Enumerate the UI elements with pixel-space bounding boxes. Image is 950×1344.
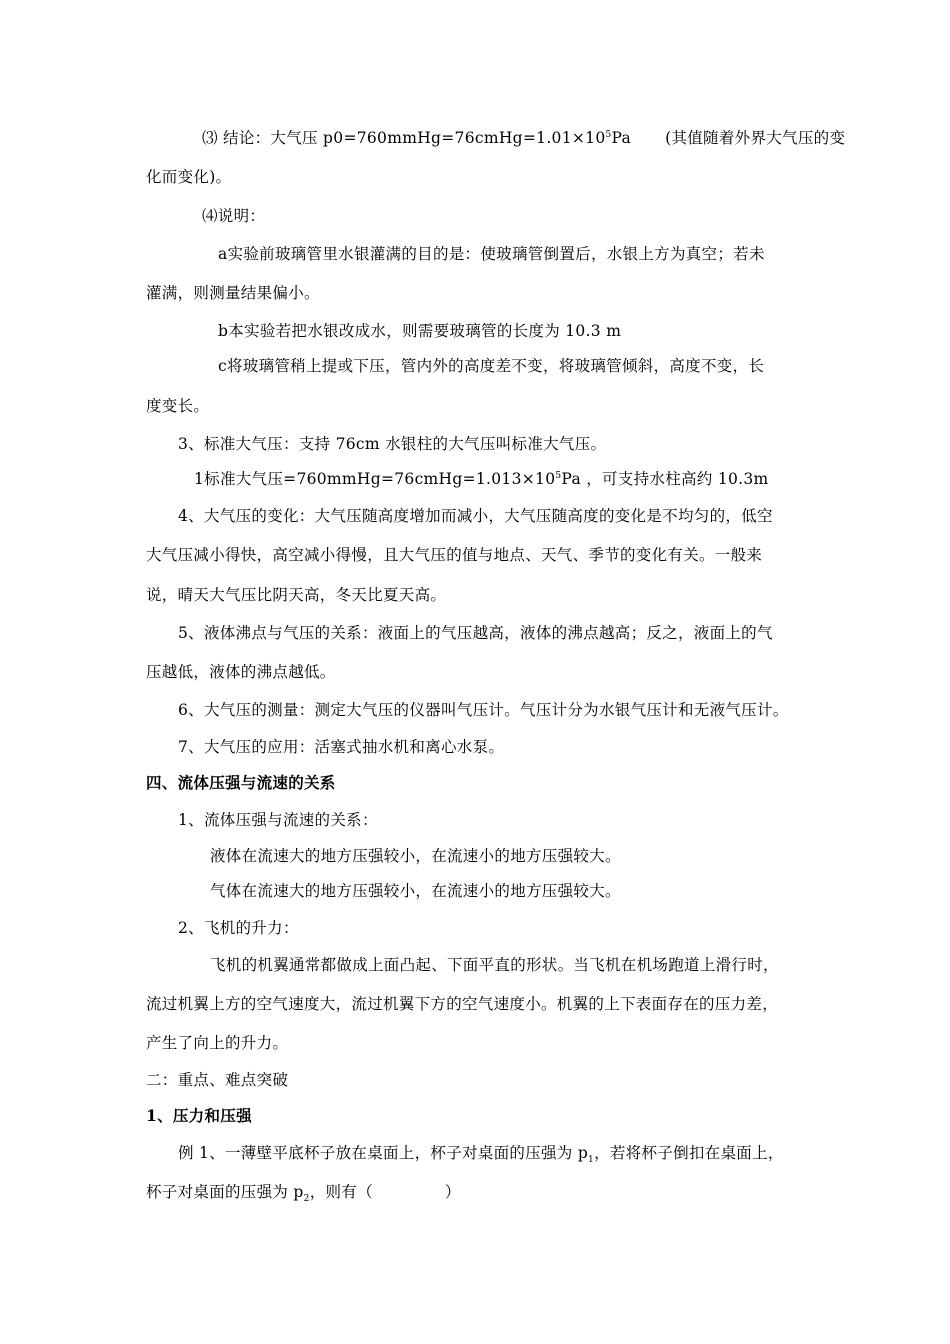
text: ）: [444, 1183, 461, 1201]
paragraph-line: 大气压减小得快，高空减小得慢，且大气压的值与地点、天气、季节的变化有关。一般来: [146, 546, 763, 564]
paragraph-line: 6、大气压的测量：测定大气压的仪器叫气压计。气压计分为水银气压计和无液气压计。: [178, 701, 789, 719]
paragraph-line: 灌满，则测量结果偏小。: [146, 284, 320, 302]
subscript: 2: [303, 1194, 310, 1205]
text: ，若将杯子倒扣在桌面上，: [594, 1144, 784, 1162]
paragraph-line: 流过机翼上方的空气速度大，流过机翼下方的空气速度小。机翼的上下表面存在的压力差，: [146, 995, 779, 1013]
section-heading: 四、流体压强与流速的关系: [146, 773, 336, 792]
paragraph-line: 7、大气压的应用：活塞式抽水机和离心水泵。: [178, 738, 505, 756]
example-line: [178, 1143, 784, 1166]
text: 1标准大气压=760mmHg=76cmHg=1.013×10: [194, 470, 556, 488]
paragraph-line: b本实验若把水银改成水，则需要玻璃管的长度为 10.3 m: [218, 322, 622, 340]
paragraph-line: 1、流体压强与流速的关系：: [178, 811, 378, 829]
paragraph-line: 气体在流速大的地方压强较小，在流速小的地方压强较大。: [210, 882, 621, 900]
paragraph-line: 2、飞机的升力：: [178, 919, 299, 937]
paragraph-line: 5、液体沸点与气压的关系：液面上的气压越高，液体的沸点越高；反之，液面上的气: [178, 624, 773, 642]
superscript: 5: [605, 129, 612, 140]
paragraph-line: 压越低，液体的沸点越低。: [146, 663, 336, 681]
section-heading: 二：重点、难点突破: [146, 1071, 289, 1089]
text: Pa: [611, 129, 632, 147]
standard-pressure-line: [194, 469, 769, 489]
text: ，则有（: [309, 1183, 373, 1201]
paragraph-line: 4、大气压的变化：大气压随高度增加而减小，大气压随高度的变化是不均匀的，低空: [178, 507, 773, 525]
note-heading: ⑷说明：: [202, 207, 266, 225]
text: Pa ，可支持水柱高约 10.3m: [561, 470, 769, 488]
paragraph-line: 3、标准大气压：支持 76cm 水银柱的大气压叫标准大气压。: [178, 435, 607, 453]
text: ⑶ 结论：大气压 p0=760mmHg=76cmHg=1.01×10: [202, 129, 606, 147]
superscript: 5: [555, 470, 562, 481]
text: (其值随着外界大气压的变: [665, 129, 846, 147]
paragraph-line: 液体在流速大的地方压强较小，在流速小的地方压强较大。: [210, 847, 621, 865]
conclusion-line: [202, 128, 845, 148]
paragraph-line: 说，晴天大气压比阴天高，冬天比夏天高。: [146, 586, 447, 604]
paragraph-line: a实验前玻璃管里水银灌满的目的是：使玻璃管倒置后，水银上方为真空；若未: [218, 245, 765, 263]
paragraph-line: 度变长。: [146, 397, 210, 415]
text: 杯子对桌面的压强为 p: [146, 1183, 304, 1201]
paragraph-line: 产生了向上的升力。: [146, 1034, 289, 1052]
example-line: [146, 1182, 461, 1205]
subscript: 1: [588, 1155, 595, 1166]
text: 例 1、一薄壁平底杯子放在桌面上，杯子对桌面的压强为 p: [178, 1144, 589, 1162]
subsection-heading: 1、压力和压强: [146, 1106, 252, 1125]
paragraph-line: c将玻璃管稍上提或下压，管内外的高度差不变，将玻璃管倾斜，高度不变，长: [218, 357, 765, 375]
paragraph-line: 化而变化)。: [146, 168, 232, 186]
paragraph-line: 飞机的机翼通常都做成上面凸起、下面平直的形状。当飞机在机场跑道上滑行时，: [210, 956, 779, 974]
